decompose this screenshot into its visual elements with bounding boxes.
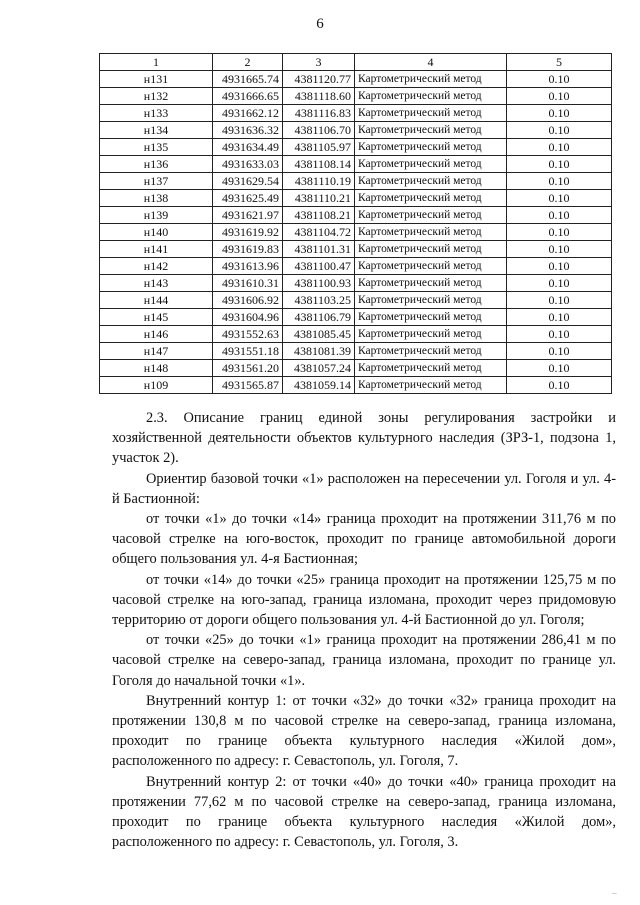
table-row bbox=[100, 377, 612, 394]
coord-x: 4931619.83 bbox=[213, 241, 283, 258]
table-row bbox=[100, 139, 612, 156]
accuracy: 0.10 bbox=[507, 207, 612, 224]
table-header-row bbox=[100, 54, 612, 71]
accuracy: 0.10 bbox=[507, 156, 612, 173]
column-header: 1 bbox=[100, 54, 213, 71]
coord-y: 4381110.21 bbox=[283, 190, 355, 207]
accuracy: 0.10 bbox=[507, 139, 612, 156]
coord-x: 4931613.96 bbox=[213, 258, 283, 275]
point-id: н148 bbox=[100, 360, 213, 377]
method: Картометрический метод bbox=[355, 207, 507, 224]
coord-y: 4381108.14 bbox=[283, 156, 355, 173]
table-row bbox=[100, 275, 612, 292]
coord-x: 4931561.20 bbox=[213, 360, 283, 377]
accuracy: 0.10 bbox=[507, 343, 612, 360]
table-row bbox=[100, 88, 612, 105]
method: Картометрический метод bbox=[355, 326, 507, 343]
coord-x: 4931666.65 bbox=[213, 88, 283, 105]
accuracy: 0.10 bbox=[507, 326, 612, 343]
coord-y: 4381100.93 bbox=[283, 275, 355, 292]
table-row bbox=[100, 309, 612, 326]
point-id: н145 bbox=[100, 309, 213, 326]
coord-y: 4381116.83 bbox=[283, 105, 355, 122]
accuracy: 0.10 bbox=[507, 71, 612, 88]
table-row bbox=[100, 207, 612, 224]
coord-y: 4381108.21 bbox=[283, 207, 355, 224]
coord-x: 4931621.97 bbox=[213, 207, 283, 224]
table-row bbox=[100, 292, 612, 309]
coord-x: 4931606.92 bbox=[213, 292, 283, 309]
point-id: н109 bbox=[100, 377, 213, 394]
column-header: 3 bbox=[283, 54, 355, 71]
method: Картометрический метод bbox=[355, 258, 507, 275]
method: Картометрический метод bbox=[355, 377, 507, 394]
coord-x: 4931636.32 bbox=[213, 122, 283, 139]
method: Картометрический метод bbox=[355, 360, 507, 377]
point-id: н143 bbox=[100, 275, 213, 292]
accuracy: 0.10 bbox=[507, 309, 612, 326]
table-row bbox=[100, 105, 612, 122]
section-heading: 2.3. Описание границ единой зоны регулирования застройки и хозяйственной деятельности объектов культурного наследия (ЗРЗ-1, подзона 1, участок 2). bbox=[112, 410, 616, 467]
coord-x: 4931551.18 bbox=[213, 343, 283, 360]
accuracy: 0.10 bbox=[507, 360, 612, 377]
table-row bbox=[100, 190, 612, 207]
point-id: н139 bbox=[100, 207, 213, 224]
paragraph: Внутренний контур 1: от точки «32» до точки «32» граница проходит на протяжении 130,8 м по часовой стрелке на северо-запад, граница изломана, проходит по границе объекта культурного наследия «Жилой дом», расположенного по адресу: г. Севастополь, ул. Гоголя, 7. bbox=[112, 692, 616, 770]
accuracy: 0.10 bbox=[507, 275, 612, 292]
coord-y: 4381057.24 bbox=[283, 360, 355, 377]
point-id: н131 bbox=[100, 71, 213, 88]
paragraph: от точки «25» до точки «1» граница проходит на протяжении 286,41 м по часовой стрелке на северо-запад, граница изломана, проходит по границе ул. Гоголя до начальной точки «1». bbox=[112, 632, 616, 689]
table-row bbox=[100, 258, 612, 275]
coord-x: 4931552.63 bbox=[213, 326, 283, 343]
table-row bbox=[100, 224, 612, 241]
paragraph: от точки «14» до точки «25» граница проходит на протяжении 125,75 м по часовой стрелке на юго-запад, граница изломана, проходит через придомовую территорию от дороги общего пользования ул. 4-й Бастионной до ул. Гоголя; bbox=[112, 571, 616, 629]
coord-x: 4931665.74 bbox=[213, 71, 283, 88]
point-id: н146 bbox=[100, 326, 213, 343]
method: Картометрический метод bbox=[355, 190, 507, 207]
method: Картометрический метод bbox=[355, 241, 507, 258]
point-id: н140 bbox=[100, 224, 213, 241]
accuracy: 0.10 bbox=[507, 241, 612, 258]
coord-y: 4381103.25 bbox=[283, 292, 355, 309]
point-id: н133 bbox=[100, 105, 213, 122]
table-row bbox=[100, 122, 612, 139]
point-id: н136 bbox=[100, 156, 213, 173]
coord-x: 4931633.03 bbox=[213, 156, 283, 173]
coord-x: 4931629.54 bbox=[213, 173, 283, 190]
accuracy: 0.10 bbox=[507, 224, 612, 241]
method: Картометрический метод bbox=[355, 173, 507, 190]
coord-x: 4931625.49 bbox=[213, 190, 283, 207]
column-header: 5 bbox=[507, 54, 612, 71]
page-number: 6 bbox=[316, 16, 324, 32]
boundary-description bbox=[112, 408, 616, 852]
method: Картометрический метод bbox=[355, 105, 507, 122]
point-id: н142 bbox=[100, 258, 213, 275]
table-row bbox=[100, 71, 612, 88]
point-id: н135 bbox=[100, 139, 213, 156]
coord-y: 4381106.70 bbox=[283, 122, 355, 139]
coord-y: 4381104.72 bbox=[283, 224, 355, 241]
point-id: н137 bbox=[100, 173, 213, 190]
accuracy: 0.10 bbox=[507, 88, 612, 105]
method: Картометрический метод bbox=[355, 292, 507, 309]
accuracy: 0.10 bbox=[507, 190, 612, 207]
method: Картометрический метод bbox=[355, 88, 507, 105]
method: Картометрический метод bbox=[355, 224, 507, 241]
method: Картометрический метод bbox=[355, 156, 507, 173]
coordinates-table bbox=[99, 53, 612, 394]
method: Картометрический метод bbox=[355, 139, 507, 156]
paragraph: Внутренний контур 2: от точки «40» до точки «40» граница проходит на протяжении 77,62 м по часовой стрелке на северо-запад, граница изломана, проходит по границе объекта культурного наследия «Жилой дом», расположенного по адресу: г. Севастополь, ул. Гоголя, 3. bbox=[112, 773, 616, 851]
accuracy: 0.10 bbox=[507, 105, 612, 122]
coord-x: 4931610.31 bbox=[213, 275, 283, 292]
coord-y: 4381081.39 bbox=[283, 343, 355, 360]
accuracy: 0.10 bbox=[507, 292, 612, 309]
point-id: н147 bbox=[100, 343, 213, 360]
coord-y: 4381101.31 bbox=[283, 241, 355, 258]
accuracy: 0.10 bbox=[507, 122, 612, 139]
method: Картометрический метод bbox=[355, 309, 507, 326]
table-row bbox=[100, 156, 612, 173]
coord-y: 4381118.60 bbox=[283, 88, 355, 105]
coord-x: 4931662.12 bbox=[213, 105, 283, 122]
accuracy: 0.10 bbox=[507, 258, 612, 275]
coord-y: 4381085.45 bbox=[283, 326, 355, 343]
coord-x: 4931634.49 bbox=[213, 139, 283, 156]
coord-x: 4931604.96 bbox=[213, 309, 283, 326]
table-row bbox=[100, 241, 612, 258]
table-row bbox=[100, 360, 612, 377]
paragraph: от точки «1» до точки «14» граница проходит на протяжении 311,76 м по часовой стрелке на юго-восток, проходит по границе автомобильной дороги общего пользования ул. 4-я Бастионная; bbox=[112, 511, 616, 568]
coord-y: 4381120.77 bbox=[283, 71, 355, 88]
point-id: н132 bbox=[100, 88, 213, 105]
column-header: 4 bbox=[355, 54, 507, 71]
coord-y: 4381110.19 bbox=[283, 173, 355, 190]
coord-y: 4381106.79 bbox=[283, 309, 355, 326]
method: Картометрический метод bbox=[355, 275, 507, 292]
coord-x: 4931619.92 bbox=[213, 224, 283, 241]
method: Картометрический метод bbox=[355, 122, 507, 139]
coord-y: 4381100.47 bbox=[283, 258, 355, 275]
point-id: н138 bbox=[100, 190, 213, 207]
paragraph: Ориентир базовой точки «1» расположен на пересечении ул. Гоголя и ул. 4-й Бастионной: bbox=[112, 470, 616, 507]
coord-x: 4931565.87 bbox=[213, 377, 283, 394]
method: Картометрический метод bbox=[355, 71, 507, 88]
accuracy: 0.10 bbox=[507, 173, 612, 190]
point-id: н141 bbox=[100, 241, 213, 258]
point-id: н134 bbox=[100, 122, 213, 139]
method: Картометрический метод bbox=[355, 343, 507, 360]
coord-y: 4381059.14 bbox=[283, 377, 355, 394]
corner-mark: – bbox=[612, 888, 617, 898]
table-row bbox=[100, 343, 612, 360]
accuracy: 0.10 bbox=[507, 377, 612, 394]
coord-y: 4381105.97 bbox=[283, 139, 355, 156]
table-row bbox=[100, 173, 612, 190]
table-row bbox=[100, 326, 612, 343]
point-id: н144 bbox=[100, 292, 213, 309]
column-header: 2 bbox=[213, 54, 283, 71]
